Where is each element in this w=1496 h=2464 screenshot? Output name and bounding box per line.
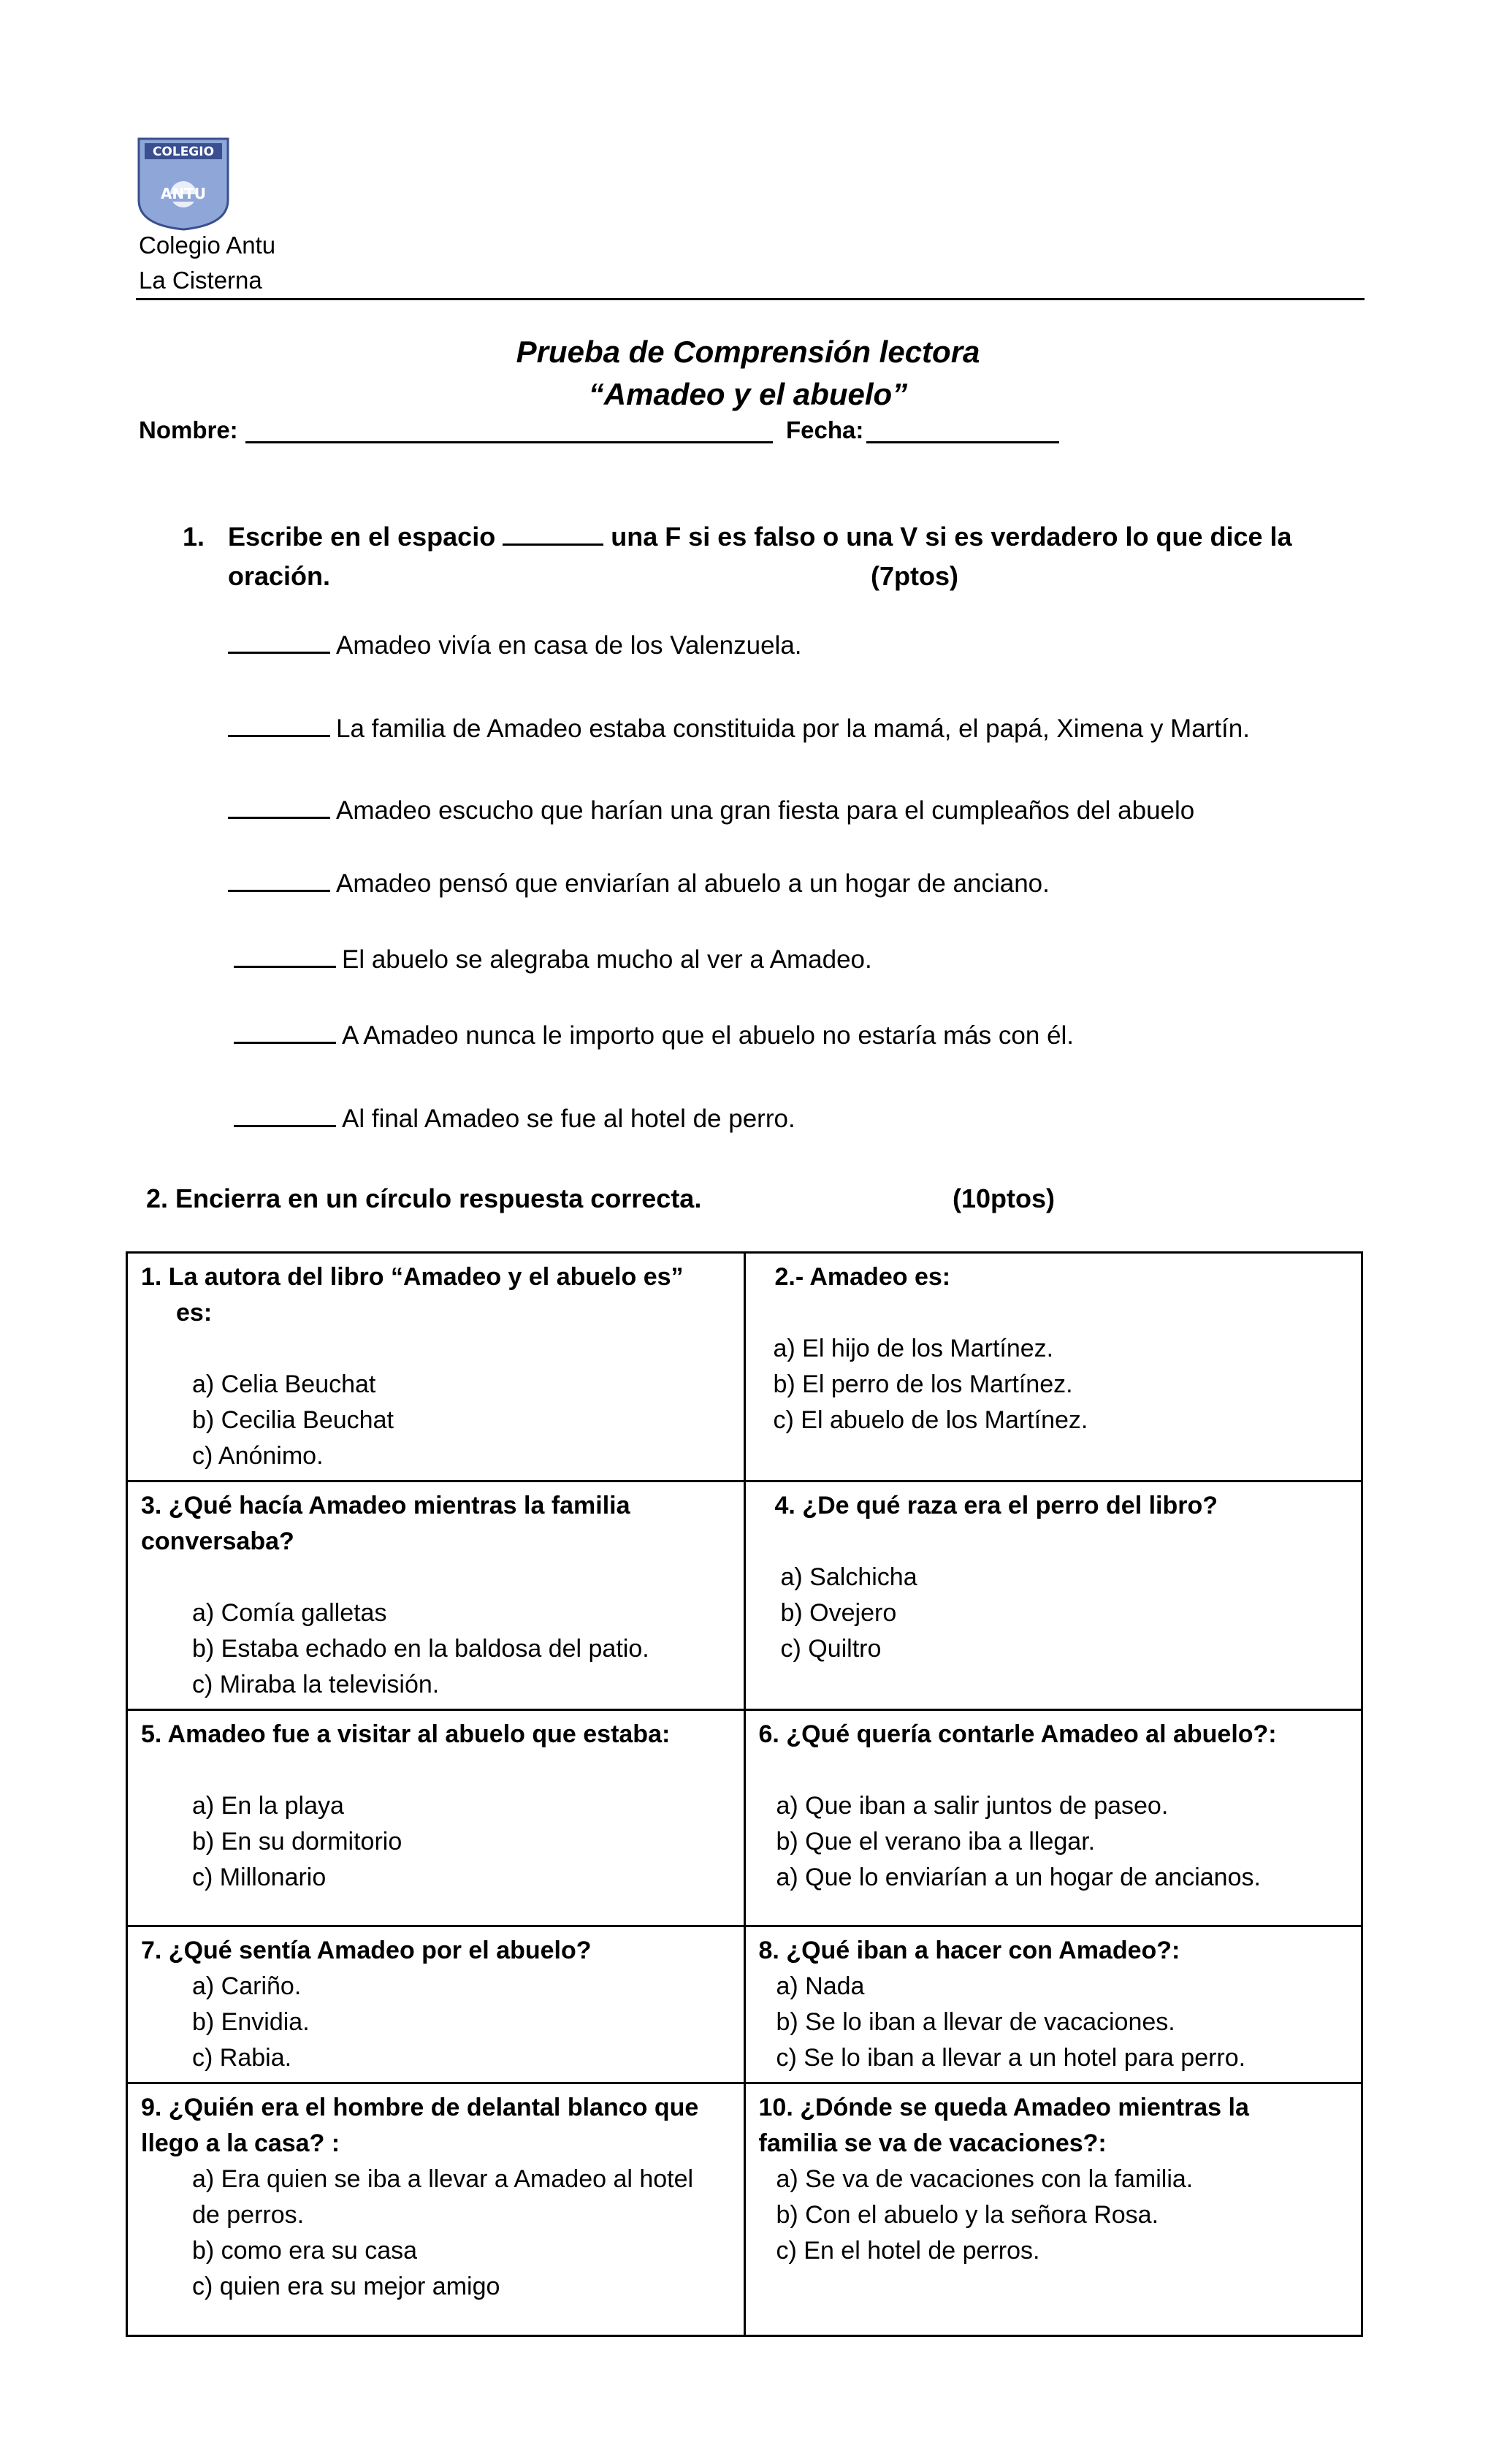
answer-option[interactable]: a) El hijo de los Martínez. xyxy=(773,1335,1054,1362)
answer-option[interactable]: a) Celia Beuchat xyxy=(192,1370,376,1398)
answer-option[interactable]: c) Se lo iban a llevar a un hotel para perro. xyxy=(776,2044,1246,2072)
question-cell xyxy=(127,1253,745,1481)
answer-option[interactable]: c) En el hotel de perros. xyxy=(776,2237,1040,2265)
section1-instruction xyxy=(228,522,1292,552)
multiple-choice-table xyxy=(126,1251,1363,2337)
question-text: 7. ¿Qué sentía Amadeo por el abuelo? xyxy=(141,1937,592,1964)
section1-number: 1. xyxy=(183,522,205,552)
tf-item-text: Amadeo pensó que enviarían al abuelo a un hogar de anciano. xyxy=(336,869,1050,898)
question-cell xyxy=(127,1481,745,1710)
tf-answer-blank[interactable] xyxy=(228,712,330,737)
question-cell xyxy=(127,1710,745,1926)
answer-option[interactable]: b) Ovejero xyxy=(780,1599,897,1627)
answer-option[interactable]: c) Quiltro xyxy=(780,1635,882,1663)
tf-item xyxy=(228,628,802,660)
svg-text:ANTU: ANTU xyxy=(160,185,207,202)
question-text: 5. Amadeo fue a visitar al abuelo que estaba: xyxy=(141,1720,671,1748)
answer-option-continued: de perros. xyxy=(192,2201,305,2229)
tf-item xyxy=(228,793,1194,825)
question-text: familia se va de vacaciones?: xyxy=(758,2129,1107,2157)
answer-option[interactable]: c) Rabia. xyxy=(192,2044,292,2072)
answer-option[interactable]: b) Cecilia Beuchat xyxy=(192,1406,394,1434)
page-subtitle: “Amadeo y el abuelo” xyxy=(588,377,908,411)
question-text: 8. ¿Qué iban a hacer con Amadeo?: xyxy=(758,1937,1180,1964)
answer-option[interactable]: b) Se lo iban a llevar de vacaciones. xyxy=(776,2008,1175,2036)
tf-item-text: El abuelo se alegraba mucho al ver a Amadeo. xyxy=(342,945,872,974)
answer-option[interactable]: b) Que el verano iba a llegar. xyxy=(776,1828,1096,1855)
section2-instruction: 2. Encierra en un círculo respuesta correcta. xyxy=(146,1183,702,1213)
question-text: 4. ¿De qué raza era el perro del libro? xyxy=(774,1492,1218,1519)
tf-answer-blank[interactable] xyxy=(228,628,330,654)
answer-option[interactable]: a) En la playa xyxy=(192,1792,344,1820)
section1-points: (7ptos) xyxy=(871,561,958,591)
answer-option[interactable]: c) quien era su mejor amigo xyxy=(192,2273,500,2300)
name-field[interactable] xyxy=(245,441,773,443)
section1-instruction-c: oración. xyxy=(228,561,331,591)
tf-item-text: Amadeo vivía en casa de los Valenzuela. xyxy=(336,631,802,660)
tf-answer-blank[interactable] xyxy=(228,793,330,819)
header-divider xyxy=(136,298,1365,300)
answer-option[interactable]: a) Que iban a salir juntos de paseo. xyxy=(776,1792,1169,1820)
answer-option[interactable]: b) Envidia. xyxy=(192,2008,310,2036)
question-cell xyxy=(744,1481,1362,1710)
answer-option[interactable]: c) Anónimo. xyxy=(192,1442,324,1470)
tf-item xyxy=(234,1102,795,1134)
name-label: Nombre: xyxy=(139,416,238,443)
answer-option[interactable]: a) Nada xyxy=(776,1972,865,2000)
answer-option[interactable]: b) En su dormitorio xyxy=(192,1828,402,1855)
tf-item xyxy=(228,866,1050,899)
section1-instruction-a: Escribe en el espacio xyxy=(228,522,496,552)
school-name: Colegio Antu xyxy=(139,232,276,259)
question-cell xyxy=(127,1926,745,2083)
svg-text:COLEGIO: COLEGIO xyxy=(152,145,215,159)
question-text: 10. ¿Dónde se queda Amadeo mientras la xyxy=(758,2094,1249,2121)
question-cell xyxy=(744,1926,1362,2083)
answer-option[interactable]: c) El abuelo de los Martínez. xyxy=(773,1406,1088,1434)
answer-option[interactable]: a) Salchicha xyxy=(780,1563,917,1591)
answer-option[interactable]: a) Se va de vacaciones con la familia. xyxy=(776,2165,1194,2193)
date-field[interactable] xyxy=(866,441,1059,443)
question-cell xyxy=(744,2083,1362,2336)
school-location: La Cisterna xyxy=(139,267,262,294)
question-cell xyxy=(744,1710,1362,1926)
tf-item xyxy=(234,942,872,974)
answer-option[interactable]: c) Miraba la televisión. xyxy=(192,1671,440,1698)
answer-option[interactable]: c) Millonario xyxy=(192,1864,327,1891)
section2-points: (10ptos) xyxy=(953,1183,1056,1213)
school-logo xyxy=(136,136,231,231)
question-text: conversaba? xyxy=(141,1527,294,1555)
answer-option[interactable]: a) Comía galletas xyxy=(192,1599,387,1627)
question-text: 3. ¿Qué hacía Amadeo mientras la familia xyxy=(141,1492,630,1519)
section1-instruction-b: una F si es falso o una V si es verdadero lo que dice la xyxy=(611,522,1292,552)
answer-option[interactable]: b) El perro de los Martínez. xyxy=(773,1370,1073,1398)
question-text: llego a la casa? : xyxy=(141,2129,340,2157)
tf-answer-blank[interactable] xyxy=(228,866,330,892)
question-text: es: xyxy=(176,1299,213,1327)
tf-item-text: A Amadeo nunca le importo que el abuelo no estaría más con él. xyxy=(342,1021,1075,1050)
answer-option[interactable]: b) como era su casa xyxy=(192,2237,418,2265)
tf-item-text: Al final Amadeo se fue al hotel de perro. xyxy=(342,1105,795,1133)
date-label: Fecha: xyxy=(786,416,864,443)
instruction-blank xyxy=(503,522,603,546)
tf-answer-blank[interactable] xyxy=(234,942,336,968)
question-cell xyxy=(744,1253,1362,1481)
question-text: 6. ¿Qué quería contarle Amadeo al abuelo?: xyxy=(758,1720,1277,1748)
tf-item xyxy=(234,1018,1074,1050)
tf-item-text: La familia de Amadeo estaba constituida por la mamá, el papá, Ximena y Martín. xyxy=(336,714,1250,743)
question-cell xyxy=(127,2083,745,2336)
tf-answer-blank[interactable] xyxy=(234,1102,336,1127)
tf-item-text: Amadeo escucho que harían una gran fiesta para el cumpleaños del abuelo xyxy=(336,796,1195,825)
answer-option[interactable]: a) Cariño. xyxy=(192,1972,302,2000)
tf-answer-blank[interactable] xyxy=(234,1018,336,1044)
answer-option[interactable]: b) Con el abuelo y la señora Rosa. xyxy=(776,2201,1159,2229)
page-title: Prueba de Comprensión lectora xyxy=(516,335,980,369)
tf-item xyxy=(228,712,1250,744)
question-text: 2.- Amadeo es: xyxy=(774,1263,951,1291)
answer-option[interactable]: b) Estaba echado en la baldosa del patio. xyxy=(192,1635,649,1663)
answer-option[interactable]: a) Que lo enviarían a un hogar de ancianos. xyxy=(776,1864,1261,1891)
question-text: 1. La autora del libro “Amadeo y el abuelo es” xyxy=(141,1263,684,1291)
answer-option[interactable]: a) Era quien se iba a llevar a Amadeo al hotel xyxy=(192,2165,694,2193)
question-text: 9. ¿Quién era el hombre de delantal blanco que xyxy=(141,2094,699,2121)
